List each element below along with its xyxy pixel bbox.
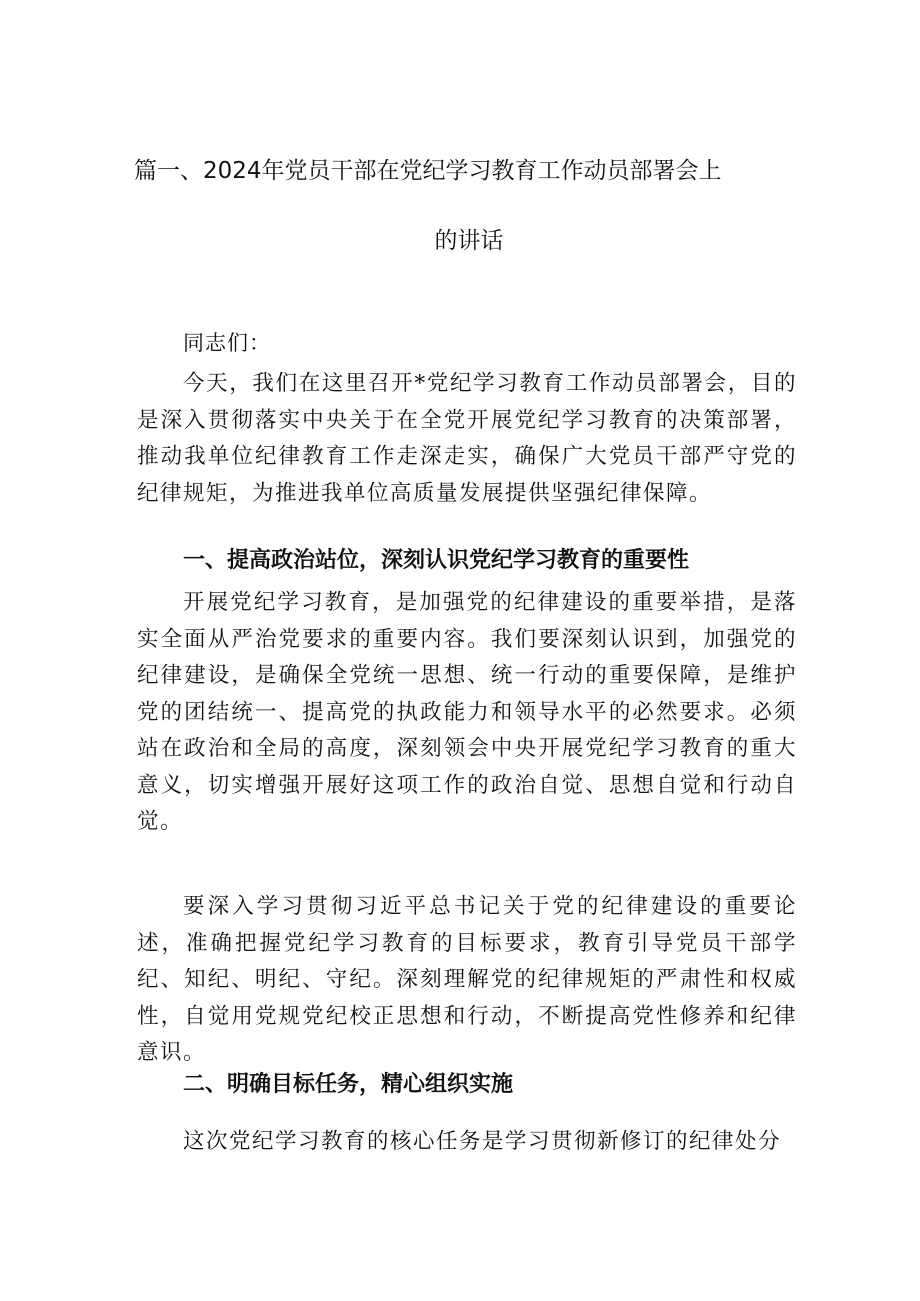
section-heading-2: 二、明确目标任务，精心组织实施 (183, 1072, 514, 1097)
document-title-line-2 (0, 226, 920, 256)
salutation: 同志们： (183, 331, 271, 355)
section-heading-1: 一、提高政治站位，深刻认识党纪学习教育的重要性 (183, 548, 690, 573)
paragraph-section1-2: 要深入学习贯彻习近平总书记关于党的纪律建设的重要论述，准确把握党纪学习教育的目标要求，教育引导党员干部学纪、知纪、明纪、守纪。深刻理解党的纪律规矩的严肃性和权威性，自觉用党规党纪校正思想和行动，不断提高党性修养和纪律意识。 (137, 894, 797, 1065)
document-title-line-1: 篇一、2024年党员干部在党纪学习教育工作动员部署会上 (134, 158, 722, 184)
paragraph-opening: 今天，我们在这里召开*党纪学习教育工作动员部署会，目的是深入贯彻落实中央关于在全党开展党纪学习教育的决策部署，推动我单位纪律教育工作走深走实，确保广大党员干部严守党的纪律规矩，为推进我单位高质量发展提供坚强纪律保障。 (137, 371, 797, 506)
paragraph-section2-1: 这次党纪学习教育的核心任务是学习贯彻新修订的纪律处分 (183, 1129, 782, 1154)
paragraph-section1-1: 开展党纪学习教育，是加强党的纪律建设的重要举措，是落实全面从严治党要求的重要内容。我们要深刻认识到，加强党的纪律建设，是确保全党统一思想、统一行动的重要保障，是维护党的团结统一、提高党的执政能力和领导水平的必然要求。必须站在政治和全局的高度，深刻领会中央开展党纪学习教育的重大意义，切实增强开展好这项工作的政治自觉、思想自觉和行动自觉。 (137, 590, 797, 834)
document-title-line-2-text: 的讲话 (434, 228, 504, 254)
